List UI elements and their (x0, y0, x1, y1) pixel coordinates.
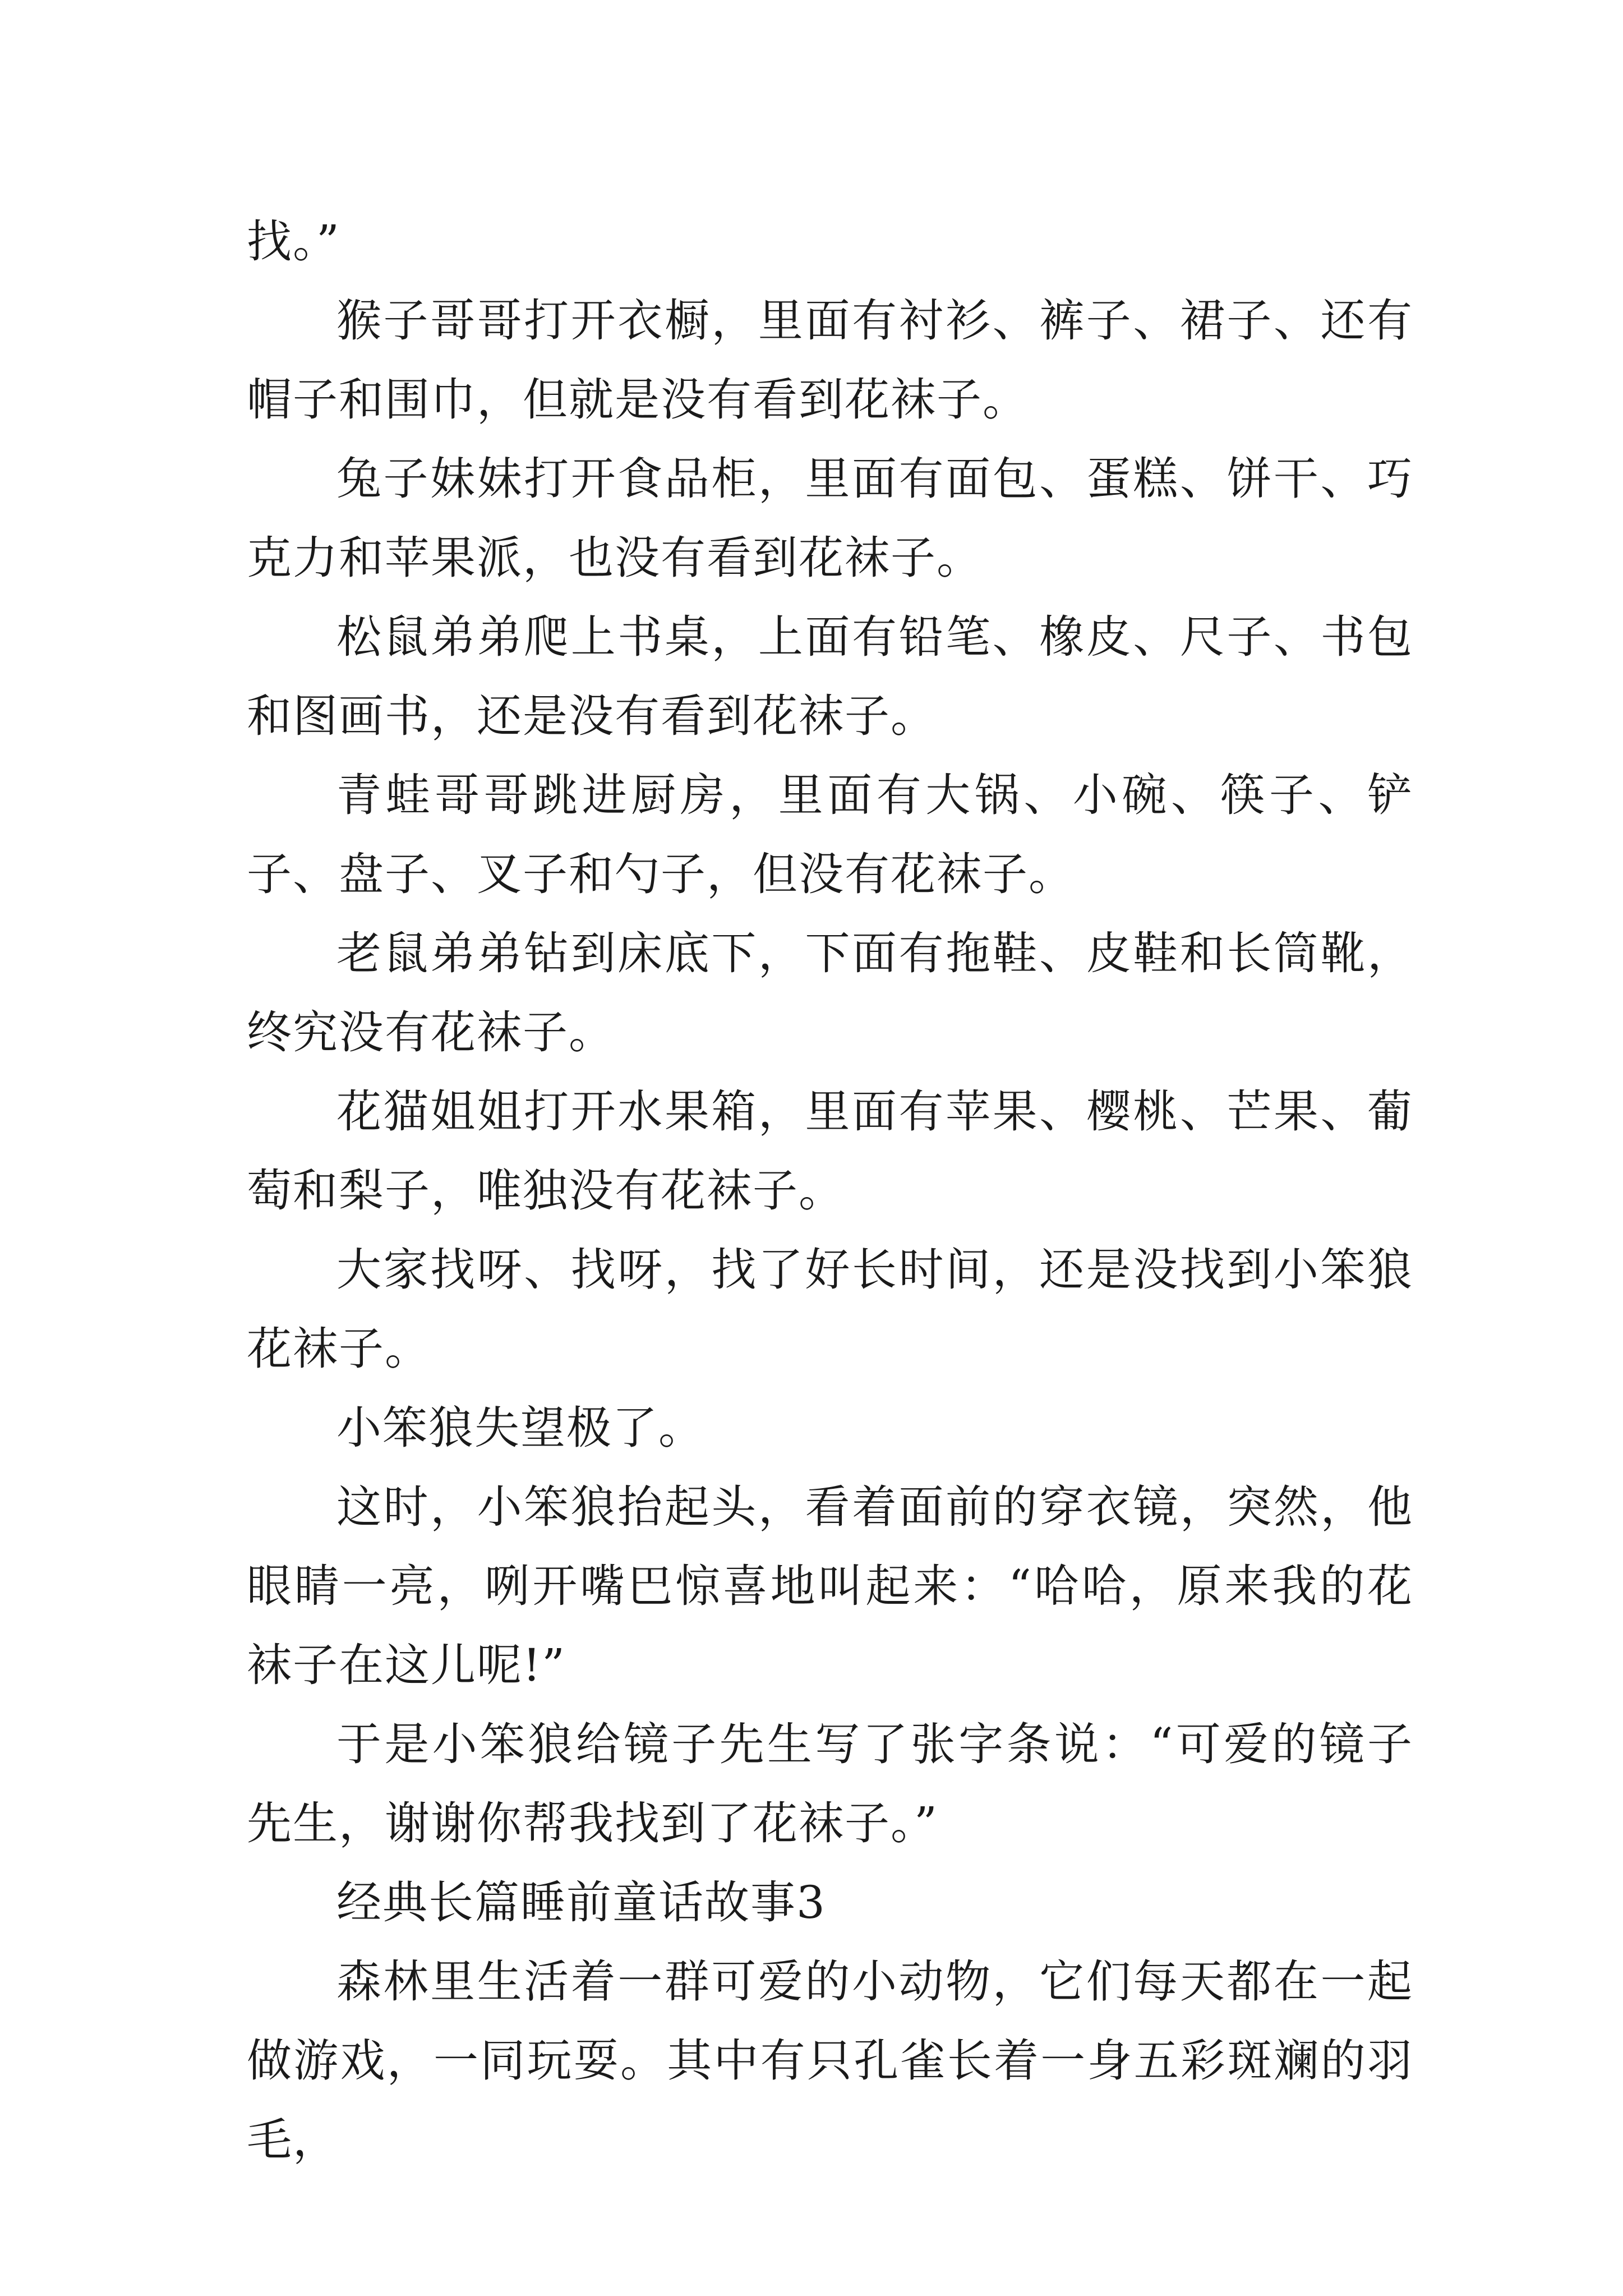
paragraph: 于是小笨狼给镜子先生写了张字条说：“可爱的镜子先生，谢谢你帮我找到了花袜子。” (247, 1718, 1413, 1849)
paragraph: 小笨狼失望极了。 (336, 1402, 704, 1454)
paragraph: 青蛙哥哥跳进厨房，里面有大锅、小碗、筷子、铲子、盘子、叉子和勺子，但没有花袜子。 (247, 769, 1413, 900)
paragraph: 兔子妹妹打开食品柜，里面有面包、蛋糕、饼干、巧克力和苹果派，也没有看到花袜子。 (247, 453, 1413, 584)
section-heading: 经典长篇睡前童话故事3 (336, 1876, 826, 1929)
paragraph: 森林里生活着一群可爱的小动物，它们每天都在一起做游戏，一同玩耍。其中有只孔雀长着一身五彩斑斓的羽毛， (247, 1955, 1413, 2166)
paragraph: 老鼠弟弟钻到床底下，下面有拖鞋、皮鞋和长筒靴，终究没有花袜子。 (247, 927, 1413, 1059)
paragraph: 这时，小笨狼抬起头，看着面前的穿衣镜，突然，他眼睛一亮，咧开嘴巴惊喜地叫起来：“哈哈，原来我的花袜子在这儿呢!” (247, 1481, 1413, 1691)
paragraph: 松鼠弟弟爬上书桌，上面有铅笔、橡皮、尺子、书包和图画书，还是没有看到花袜子。 (247, 611, 1413, 742)
paragraph: 花猫姐姐打开水果箱，里面有苹果、樱桃、芒果、葡萄和梨子，唯独没有花袜子。 (247, 1085, 1413, 1217)
paragraph: 找。” (247, 215, 340, 268)
paragraph: 猴子哥哥打开衣橱，里面有衬衫、裤子、裙子、还有帽子和围巾，但就是没有看到花袜子。 (247, 295, 1413, 426)
document-body (247, 202, 1413, 2179)
paragraph: 大家找呀、找呀，找了好长时间，还是没找到小笨狼花袜子。 (247, 1244, 1413, 1375)
